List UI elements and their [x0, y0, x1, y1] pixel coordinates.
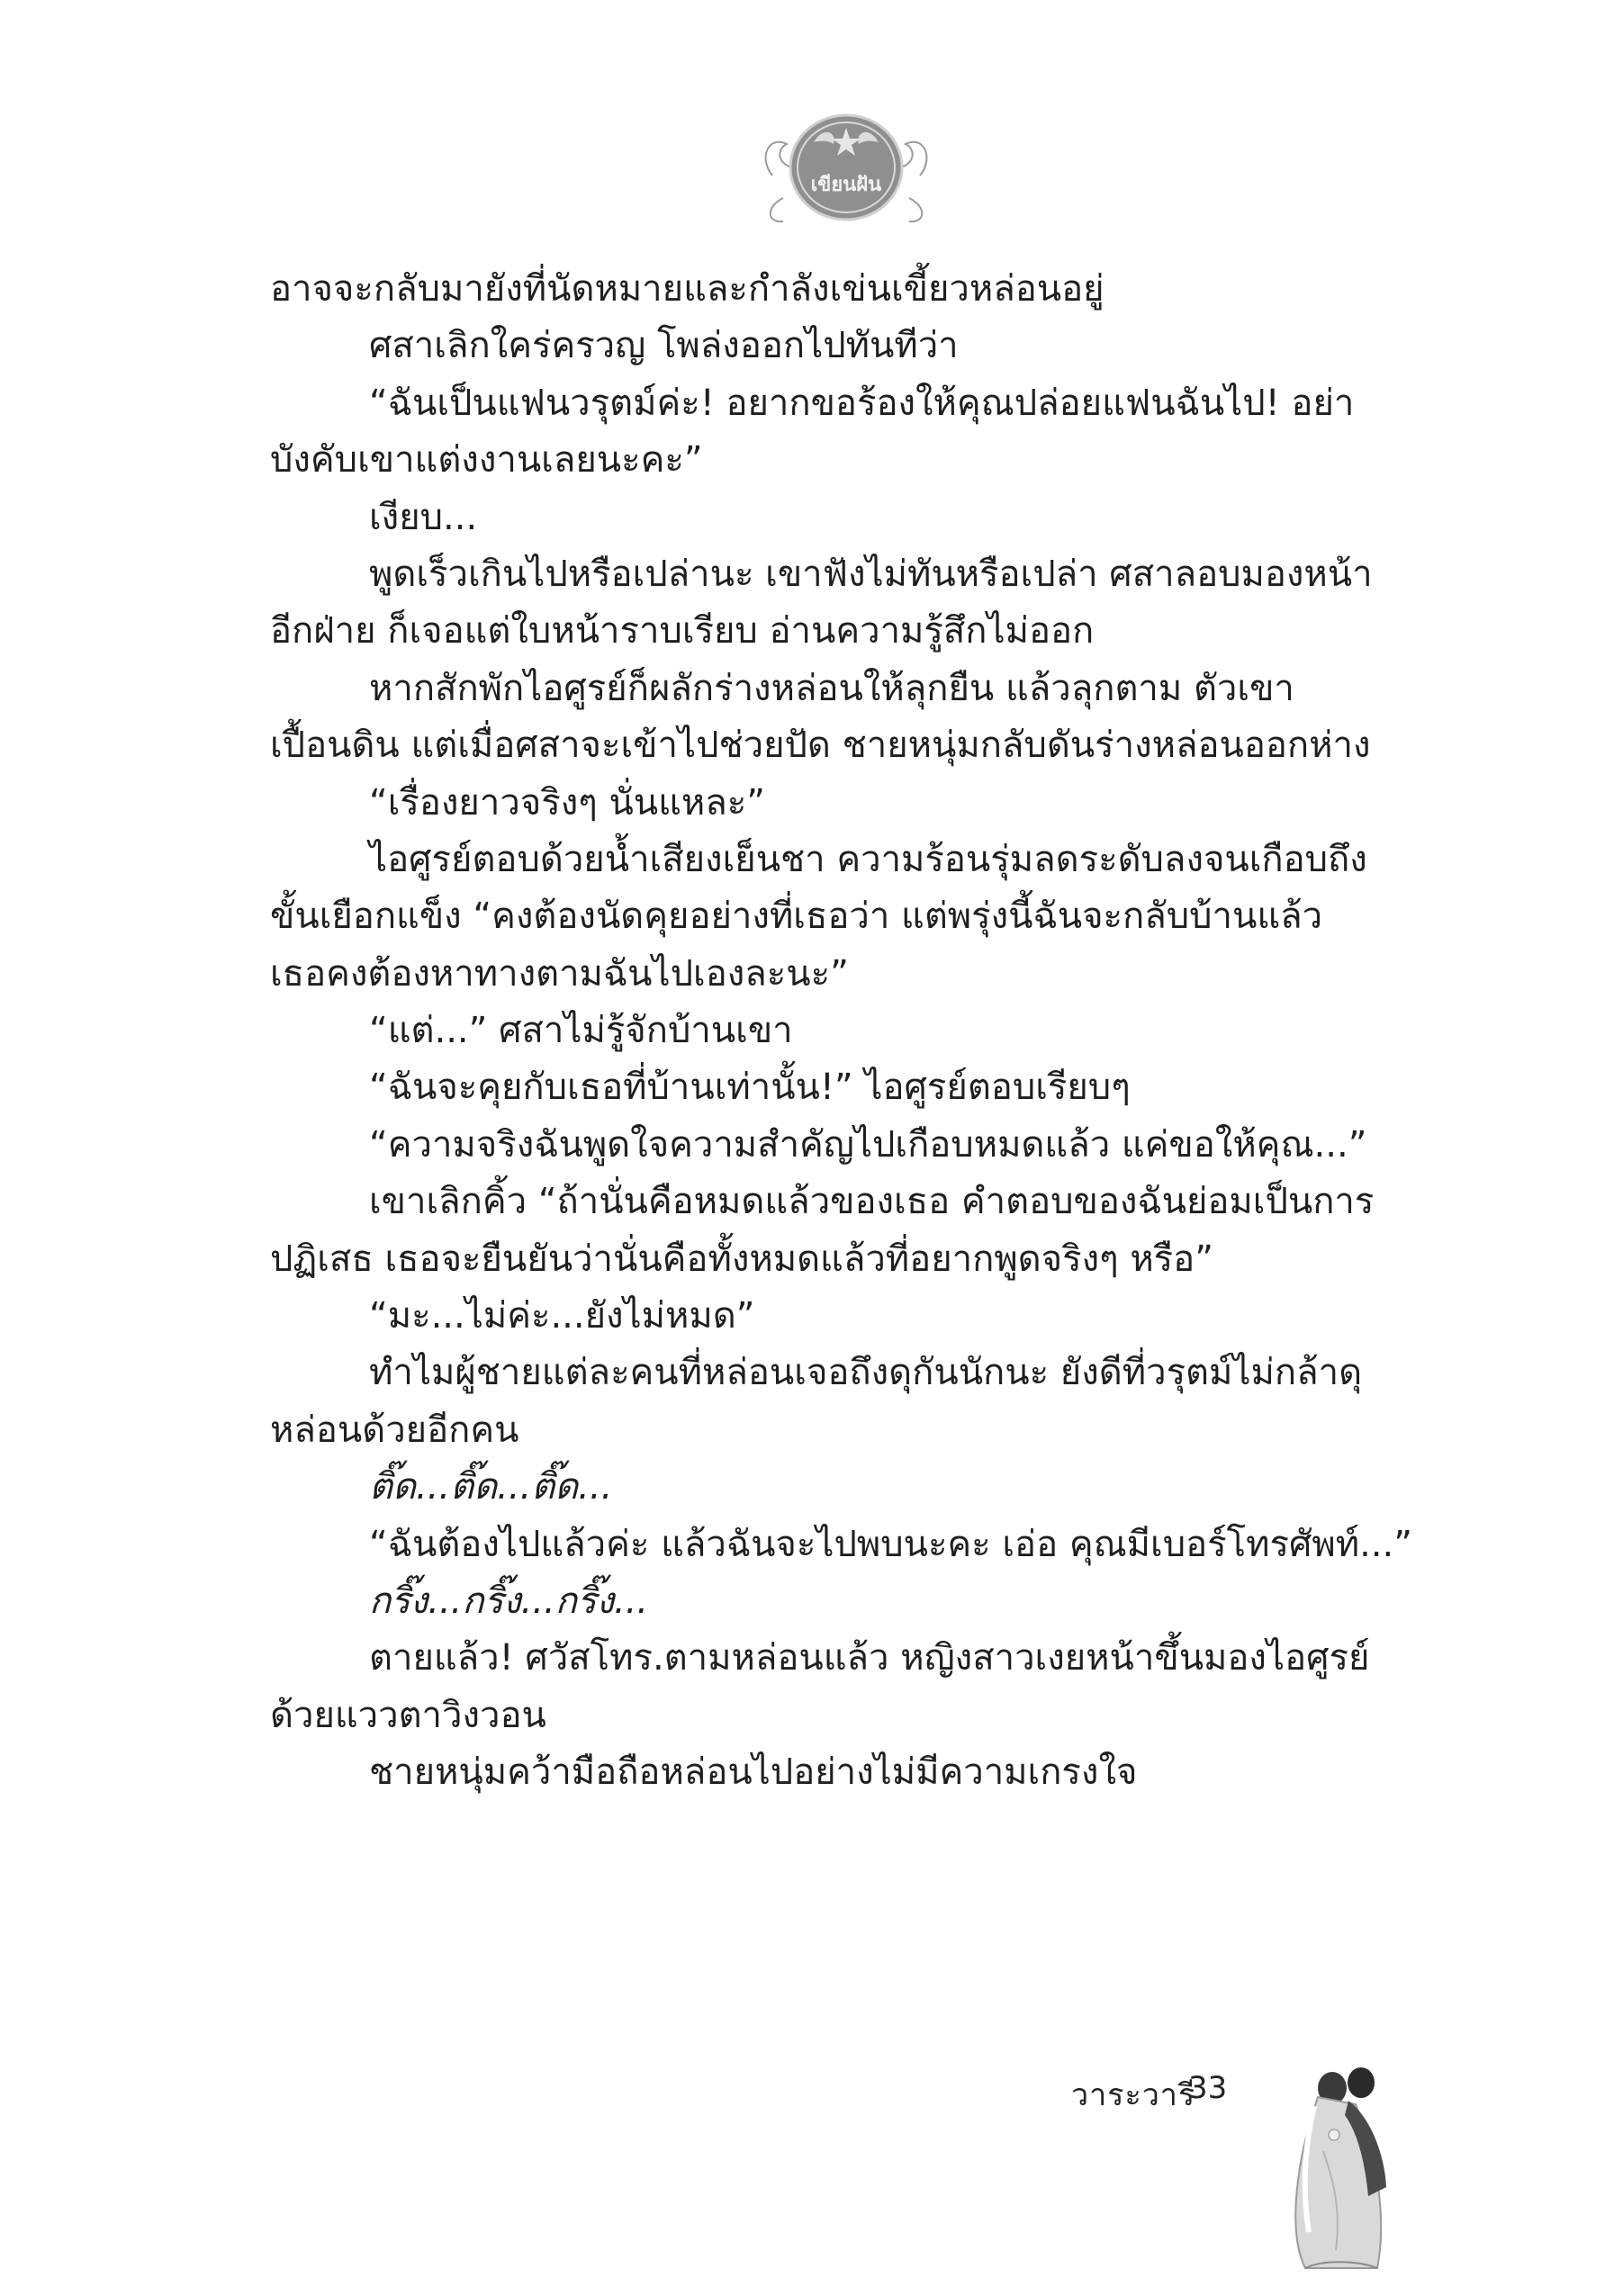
bride-groom-illustration — [1278, 2052, 1413, 2277]
text-line: “ฉันจะคุยกับเธอที่บ้านเท่านั้น!” ไอศูรย์ตอบเรียบๆ — [369, 1067, 1131, 1109]
text-line: เธอคงต้องหาทางตามฉันไปเองละนะ” — [270, 952, 849, 995]
text-line: ศสาเลิกใคร่ครวญ โพล่งออกไปทันทีว่า — [369, 325, 959, 367]
text-line: “ฉันเป็นแฟนวรุตม์ค่ะ! อยากขอร้องให้คุณปล่อยแฟนฉันไป! อย่า — [369, 382, 1355, 424]
body-text — [270, 261, 1431, 1802]
text-line: ด้วยแววตาวิงวอน — [270, 1694, 546, 1736]
text-line: ชายหนุ่มคว้ามือถือหล่อนไปอย่างไม่มีความเกรงใจ — [369, 1751, 1138, 1794]
text-line: ขั้นเยือกแข็ง “คงต้องนัดคุยอย่างที่เธอว่า แต่พรุ่งนี้ฉันจะกลับบ้านแล้ว — [270, 896, 1323, 938]
text-line: ตายแล้ว! ศวัสโทร.ตามหล่อนแล้ว หญิงสาวเงยหน้าขึ้นมองไอศูรย์ — [369, 1637, 1370, 1679]
text-line: อาจจะกลับมายังที่นัดหมายและกำลังเข่นเขี้ยวหล่อนอยู่ — [270, 268, 1105, 310]
text-line: หากสักพักไอศูรย์ก็ผลักร่างหล่อนให้ลุกยืน แล้วลุกตาม ตัวเขา — [369, 667, 1294, 709]
text-line: กริ๊ง...กริ๊ง...กริ๊ง... — [369, 1580, 649, 1622]
text-line: เปื้อนดิน แต่เมื่อศสาจะเข้าไปช่วยปัด ชายหนุ่มกลับดันร่างหล่อนออกห่าง — [270, 725, 1371, 767]
text-line: “ความจริงฉันพูดใจความสำคัญไปเกือบหมดแล้ว แค่ขอให้คุณ...” — [369, 1123, 1367, 1166]
text-line: พูดเร็วเกินไปหรือเปล่านะ เขาฟังไม่ทันหรือเปล่า ศสาลอบมองหน้า — [369, 553, 1373, 595]
text-line: “แต่...” ศสาไม่รู้จักบ้านเขา — [369, 1010, 793, 1052]
svg-text:เขียนฝัน: เขียนฝัน — [810, 174, 882, 196]
text-line: “เรื่องยาวจริงๆ นั่นแหละ” — [369, 781, 765, 824]
text-line: ไอศูรย์ตอบด้วยน้ำเสียงเย็นชา ความร้อนรุ่มลดระดับลงจนเกือบถึง — [369, 838, 1367, 880]
text-line: ติ๊ด...ติ๊ด...ติ๊ด... — [369, 1466, 613, 1508]
text-line: “มะ...ไม่ค่ะ...ยังไม่หมด” — [369, 1295, 755, 1337]
text-line: ทำไมผู้ชายแต่ละคนที่หล่อนเจอถึงดุกันนักนะ ยังดีที่วรุตม์ไม่กล้าดุ — [369, 1352, 1363, 1394]
text-line: อีกฝ่าย ก็เจอแต่ใบหน้าราบเรียบ อ่านความรู้สึกไม่ออก — [270, 610, 1095, 653]
text-line: “ฉันต้องไปแล้วค่ะ แล้วฉันจะไปพบนะคะ เอ่อ คุณมีเบอร์โทรศัพท์...” — [369, 1523, 1412, 1565]
page-number: 33 — [1188, 2070, 1228, 2106]
text-line: ปฏิเสธ เธอจะยืนยันว่านั่นคือทั้งหมดแล้วที่อยากพูดจริงๆ หรือ” — [270, 1238, 1213, 1280]
text-line: หล่อนด้วยอีกคน — [270, 1409, 519, 1451]
footer-book-title: วาระวารี — [1071, 2077, 1196, 2113]
text-line: บังคับเขาแต่งงานเลยนะคะ” — [270, 439, 703, 482]
text-line: เงียบ... — [369, 496, 478, 538]
header-logo — [756, 108, 936, 234]
text-line: เขาเลิกคิ้ว “ถ้านั่นคือหมดแล้วของเธอ คำตอบของฉันย่อมเป็นการ — [369, 1181, 1375, 1223]
